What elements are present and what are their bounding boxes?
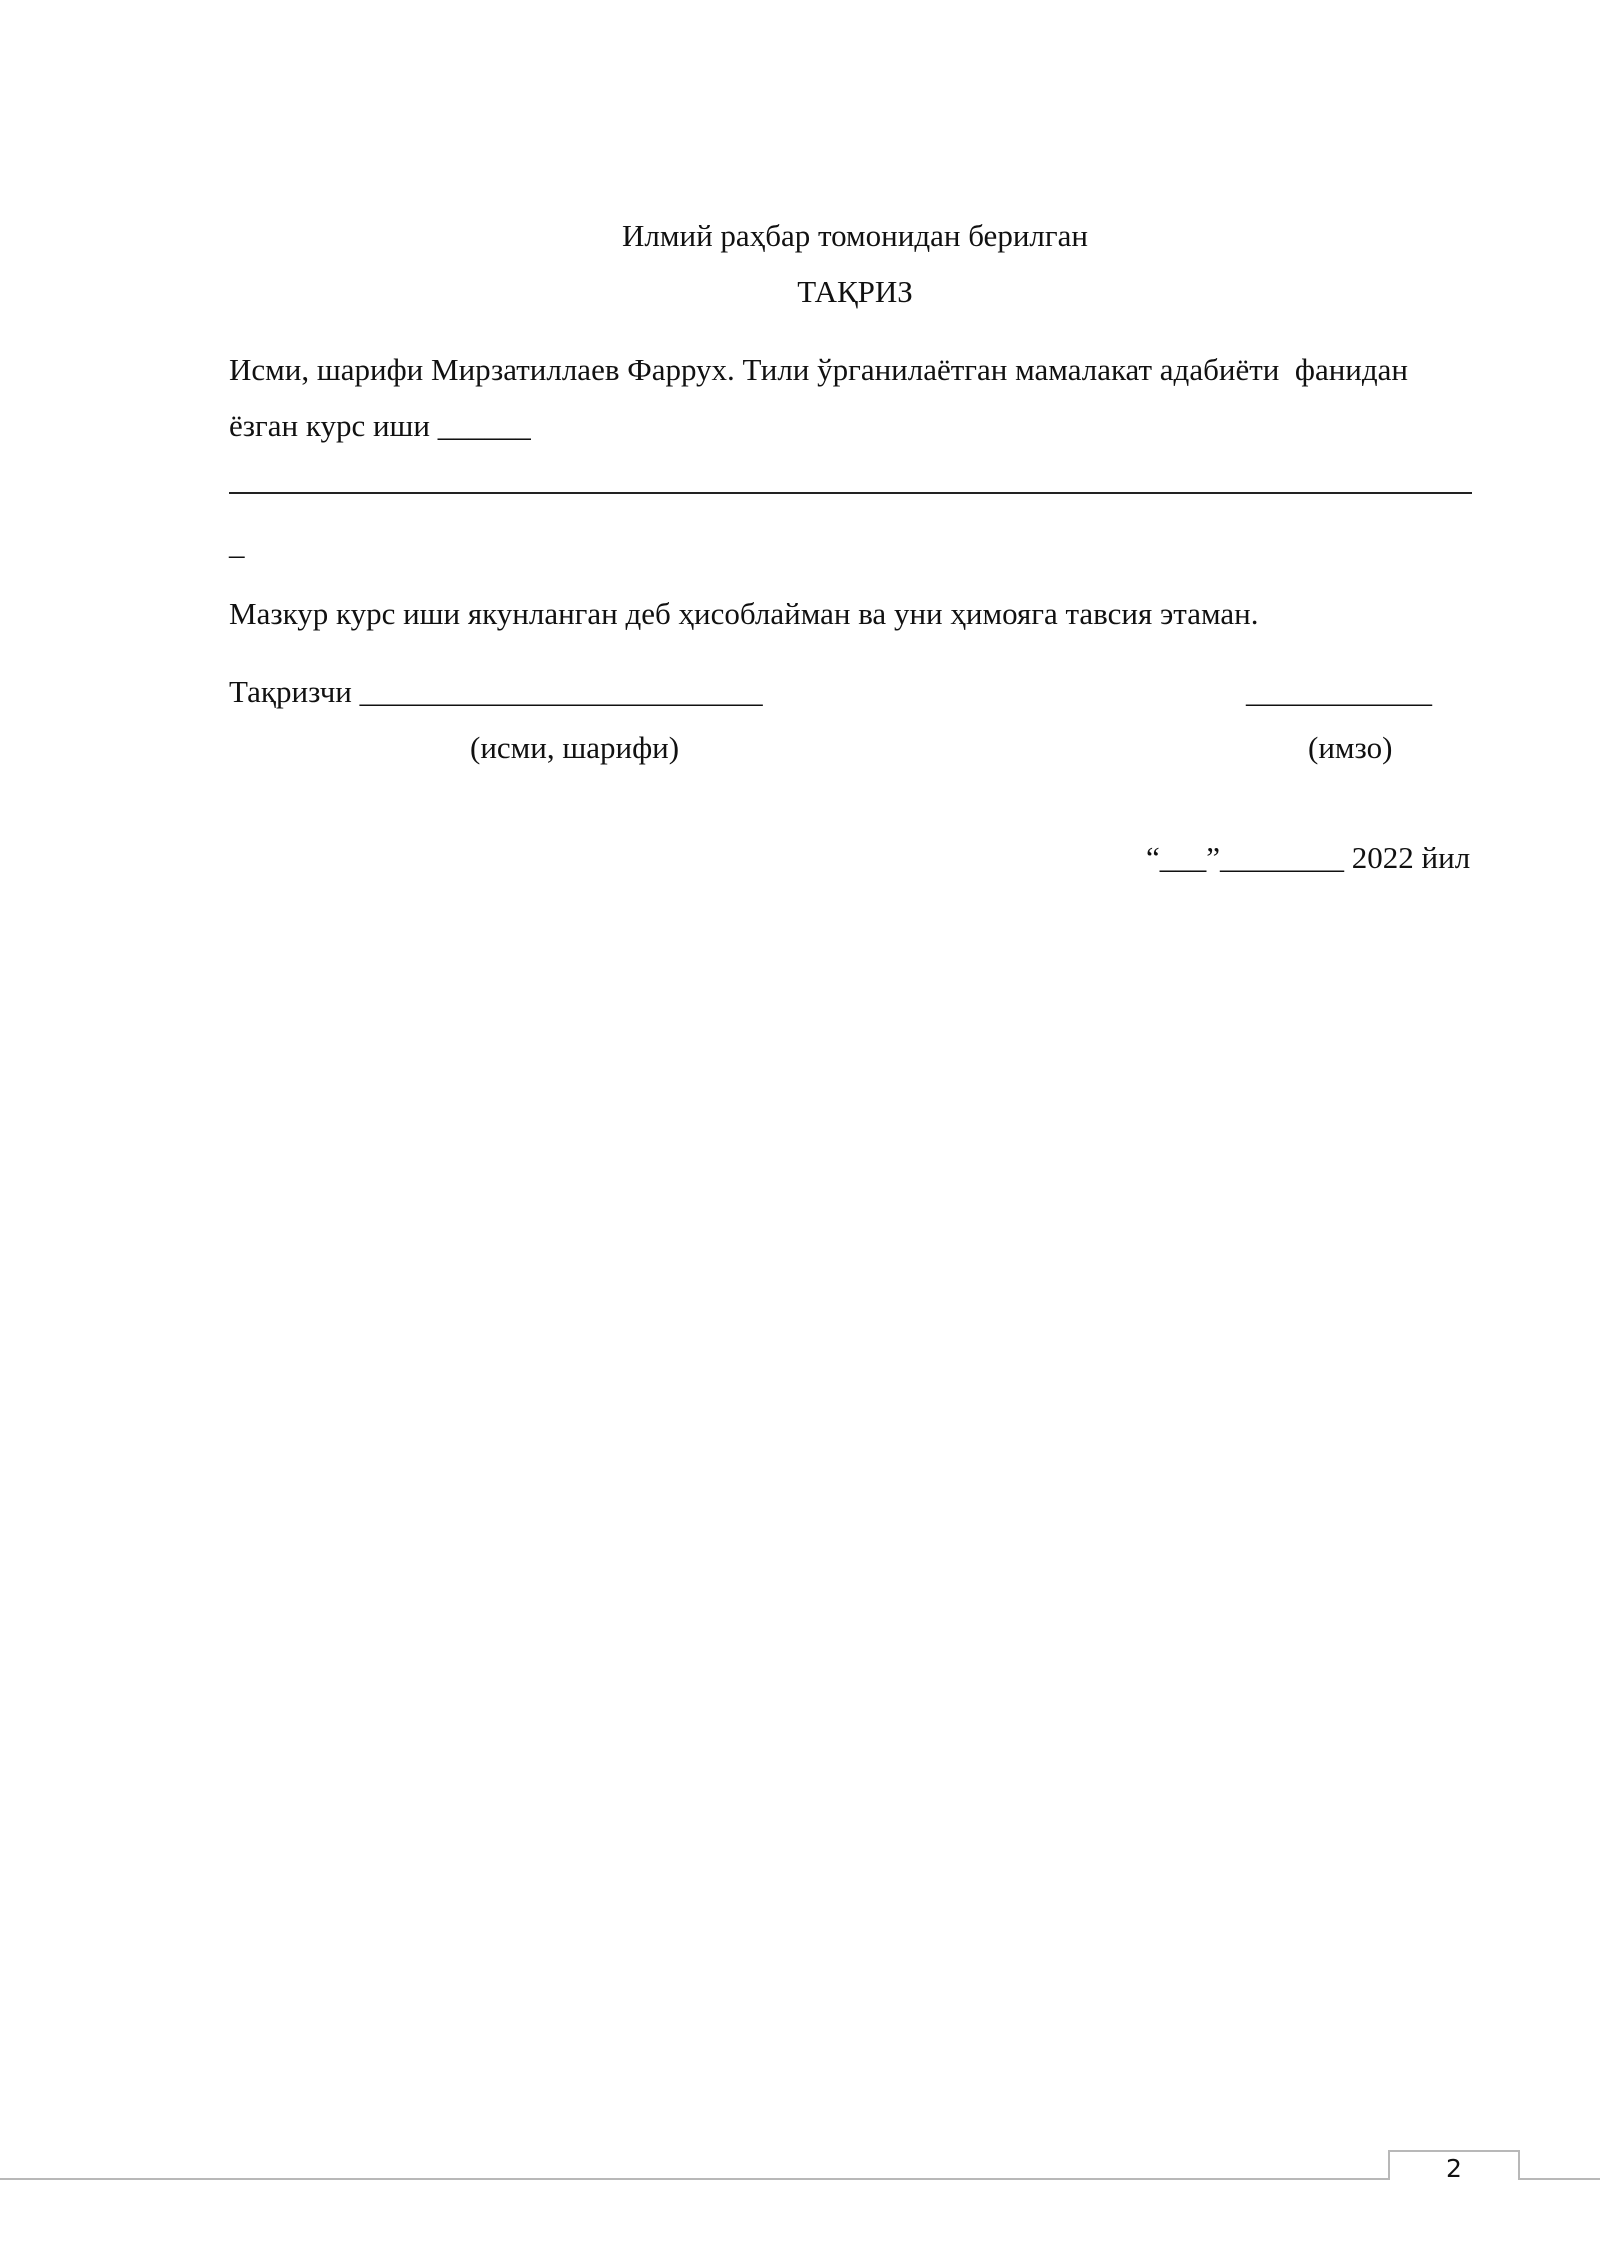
footer-rule-left — [0, 2178, 1388, 2180]
review-paragraph-line-1: Исми, шарифи Мирзатиллаев Фаррух. Тили ўрганилаётган мамалакат адабиёти фанидан — [229, 352, 1408, 387]
name-caption: (исми, шарифи) — [470, 730, 680, 765]
document-title: ТАҚРИЗ — [797, 274, 913, 309]
stray-underscore: _ — [229, 526, 245, 561]
recommendation-paragraph: Мазкур курс иши якунланган деб ҳисоблайман ва уни ҳимояга тавсия этаман. — [229, 596, 1259, 631]
reviewer-name-field: Тақризчи __________________________ — [229, 674, 763, 709]
signature-field: ____________ — [1246, 674, 1432, 709]
signature-caption: (имзо) — [1308, 730, 1393, 765]
review-paragraph-line-2: ёзган курс иши ______ — [229, 408, 531, 443]
footer-rule-right — [1520, 2178, 1600, 2180]
page-number: 2 — [1446, 2154, 1462, 2183]
date-line: “___”________ 2022 йил — [1146, 840, 1471, 875]
blank-fill-line — [229, 492, 1472, 494]
document-heading: Илмий раҳбар томонидан берилган — [622, 218, 1088, 253]
